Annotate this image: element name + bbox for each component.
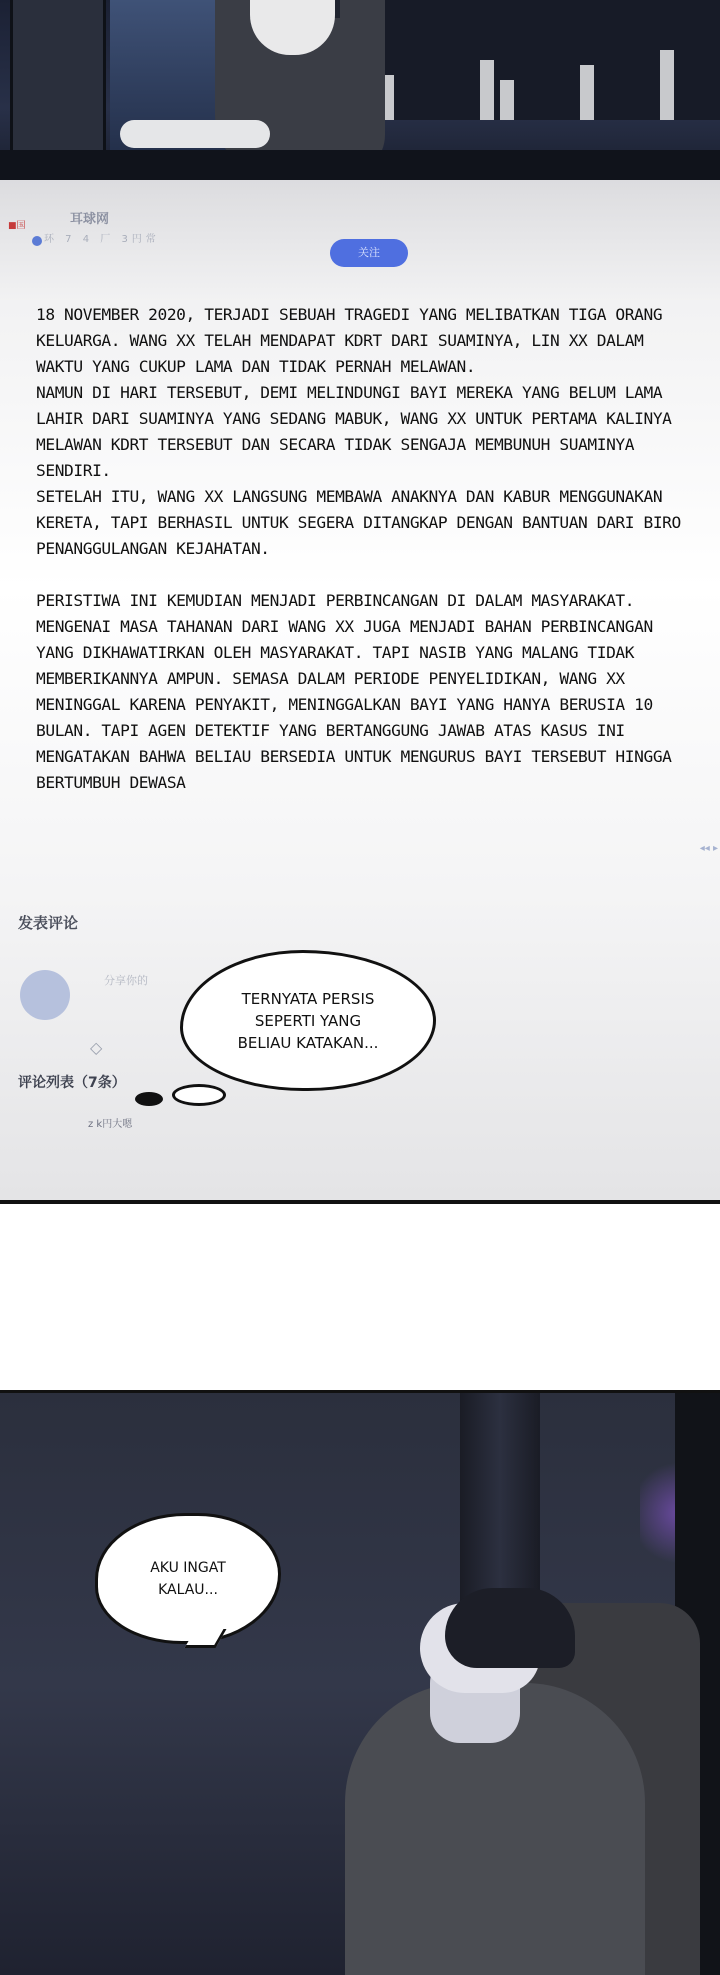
bubble-text-persis: TERNYATA PERSIS SEPERTI YANG BELIAU KATAKAN... bbox=[237, 989, 379, 1052]
thought-dot bbox=[172, 1084, 226, 1106]
panel-gap bbox=[0, 1204, 720, 1390]
bubble-text-ingat: AKU INGAT KALAU... bbox=[150, 1559, 226, 1598]
site-logo-icon: ■国 bbox=[8, 221, 26, 231]
speech-bubble-persis bbox=[180, 950, 436, 1091]
avatar bbox=[20, 970, 70, 1020]
post-header bbox=[8, 208, 712, 259]
site-name: 耳球网 bbox=[70, 212, 110, 227]
emoji-icon[interactable]: ◇ bbox=[90, 1038, 103, 1057]
article-panel bbox=[0, 180, 720, 1204]
top-scene-panel bbox=[0, 0, 720, 180]
follow-button[interactable]: 关注 bbox=[330, 239, 408, 267]
post-meta: 环 7 4 厂 3円常 bbox=[44, 234, 160, 245]
article-body bbox=[36, 302, 688, 822]
thought-dot bbox=[135, 1092, 163, 1106]
comment-input[interactable]: 分享你的 bbox=[104, 974, 148, 987]
speech-bubble-ingat bbox=[95, 1513, 281, 1644]
faint-tag: ◂◂ ▸ bbox=[699, 843, 718, 854]
article-paragraph-1: 18 NOVEMBER 2020, TERJADI SEBUAH TRAGEDI YANG MELIBATKAN TIGA ORANG KELUARGA. WANG XX TELAH MENDAPAT KDRT DARI SUAMINYA, LIN XX DALAM WAKTU YANG CUKUP LAMA DAN TIDAK PERNAH MELAWAN. NAMUN DI HARI TERSEBUT, DEMI MELINDUNGI BAYI MEREKA YANG BELUM LAMA LAHIR DARI SUAMINYA YANG SEDANG MABUK, WANG XX UNTUK PERTAMA KALINYA MELAWAN KDRT TERSEBUT DAN SECARA TIDAK SENGAJA MEMBUNUH SUAMINYA SENDIRI. SETELAH ITU, WANG XX LANGSUNG MEMBAWA ANAKNYA DAN KABUR MENGGUNAKAN KERETA, TAPI BERHASIL UNTUK SEGERA DITANGKAP DENGAN BANTUAN DARI BIRO PENANGGULANGAN KEJAHATAN. bbox=[36, 305, 681, 558]
verified-dot-icon bbox=[32, 236, 42, 246]
desk-illustration bbox=[0, 150, 720, 180]
article-paragraph-2: PERISTIWA INI KEMUDIAN MENJADI PERBINCANGAN DI DALAM MASYARAKAT. MENGENAI MASA TAHANAN DARI WANG XX JUGA MENJADI BAHAN PERBINCANGAN YANG DIKHAWATIRKAN OLEH MASYARAKAT. TAPI NASIB YANG MALANG TIDAK MEMBERIKANNYA AMPUN. SEMASA DALAM PERIODE PENYELIDIKAN, WANG XX MENINGGAL KARENA PENYAKIT, MENINGGALKAN BAYI YANG HANYA BERUSIA 10 BULAN. TAPI AGEN DETEKTIF YANG BERTANGGUNG JAWAB ATAS KASUS INI MENGATAKAN BAHWA BELIAU BERSEDIA UNTUK MENGURUS BAYI TERSEBUT HINGGA BERTUMBUH DEWASA bbox=[36, 591, 672, 792]
comment-count: 评论列表（7条） bbox=[18, 1075, 126, 1091]
bottom-scene-panel bbox=[0, 1390, 720, 1975]
monitor-illustration bbox=[10, 0, 106, 153]
comment-user: z k円大嗯 bbox=[88, 1119, 133, 1130]
comments-title: 发表评论 bbox=[18, 914, 79, 932]
